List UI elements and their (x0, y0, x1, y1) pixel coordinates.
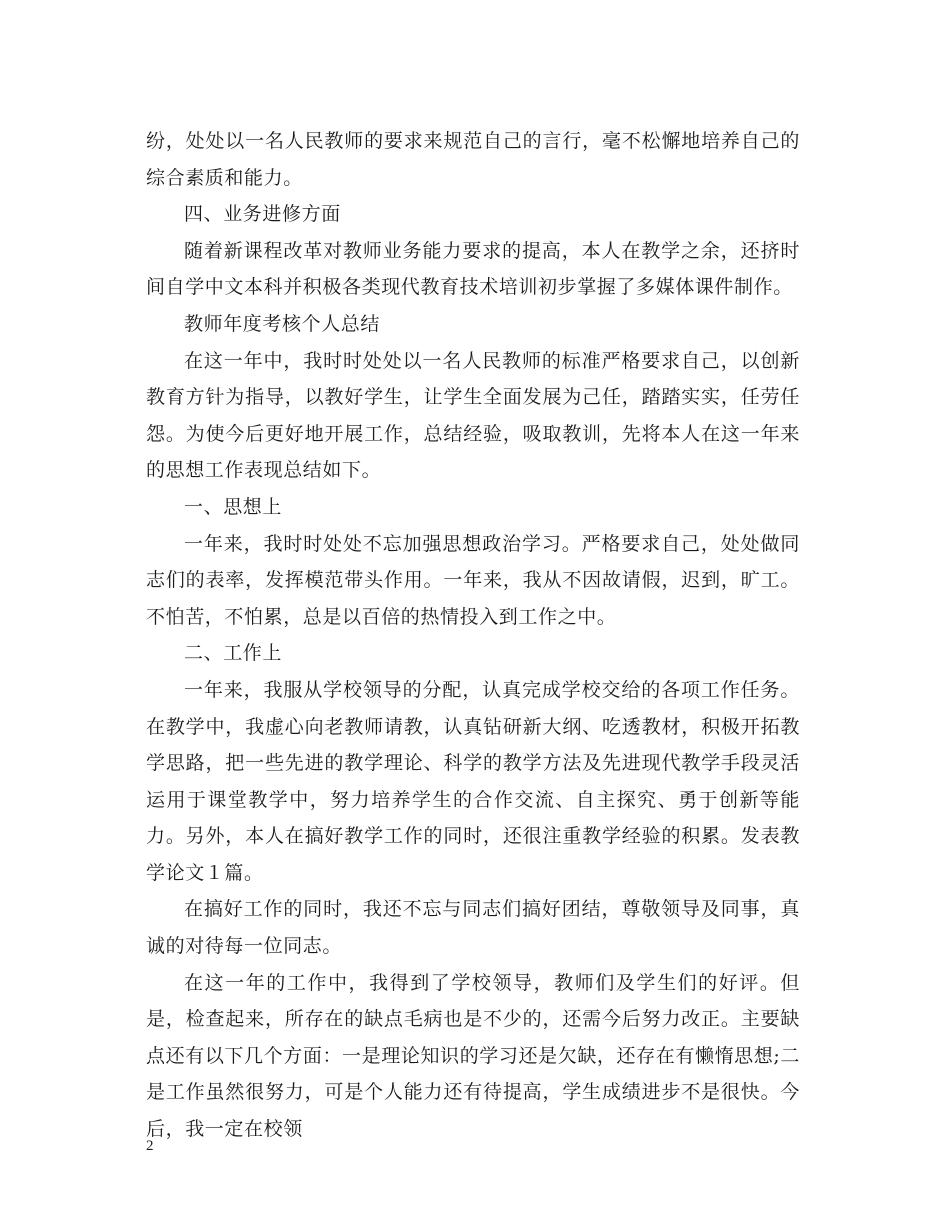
section-heading-thought: 一、思想上 (184, 495, 283, 518)
paragraph-11: 在这一年的工作中，我得到了学校领导，教师们及学生们的好评。但是，检查起来，所存在的缺点毛病也是不少的，还需今后努力改正。主要缺点还有以下几个方面：一是理论知识的学习还是欠缺，还存在有懒惰思想;二是工作虽然很努力，可是个人能力还有待提高，学生成绩进步不是很快。今后，我一定在校领 (146, 971, 800, 1141)
paragraph-3: 随着新课程改革对教师业务能力要求的提高，本人在教学之余，还挤时间自学中文本科并积极各类现代教育技术培训初步掌握了多媒体课件制作。 (146, 239, 800, 299)
section-heading-business-study: 四、业务进修方面 (184, 203, 341, 226)
section-heading-work: 二、工作上 (184, 642, 283, 665)
paragraph-1: 纷，处处以一名人民教师的要求来规范自己的言行，毫不松懈地培养自己的综合素质和能力。 (146, 130, 800, 189)
paragraph-5: 在这一年中，我时时处处以一名人民教师的标准严格要求自己，以创新教育方针为指导，以教好学生，让学生全面发展为己任，踏踏实实，任劳任怨。为使今后更好地开展工作，总结经验，吸取教训，先将本人在这一年来的思想工作表现总结如下。 (146, 349, 800, 482)
paragraph-7: 一年来，我时时处处不忘加强思想政治学习。严格要求自己，处处做同志们的表率，发挥模范带头作用。一年来，我从不因故请假，迟到，旷工。不怕苦，不怕累，总是以百倍的热情投入到工作之中。 (146, 532, 800, 628)
paragraph-9: 一年来，我服从学校领导的分配，认真完成学校交给的各项工作任务。在教学中，我虚心向老教师请教，认真钻研新大纲、吃透教材，积极开拓教学思路，把一些先进的教学理论、科学的教学方法及先进现代教学手段灵活运用于课堂教学中，努力培养学生的合作交流、自主探究、勇于创新等能力。另外，本人在搞好教学工作的同时，还很注重教学经验的积累。发表教学论文１篇。 (146, 678, 800, 884)
document-body (146, 123, 800, 1148)
page-number: 2 (146, 1138, 154, 1154)
paragraph-10: 在搞好工作的同时，我还不忘与同志们搞好团结，尊敬领导及同事，真诚的对待每一位同志。 (146, 898, 800, 958)
document-subtitle: 教师年度考核个人总结 (184, 312, 381, 335)
